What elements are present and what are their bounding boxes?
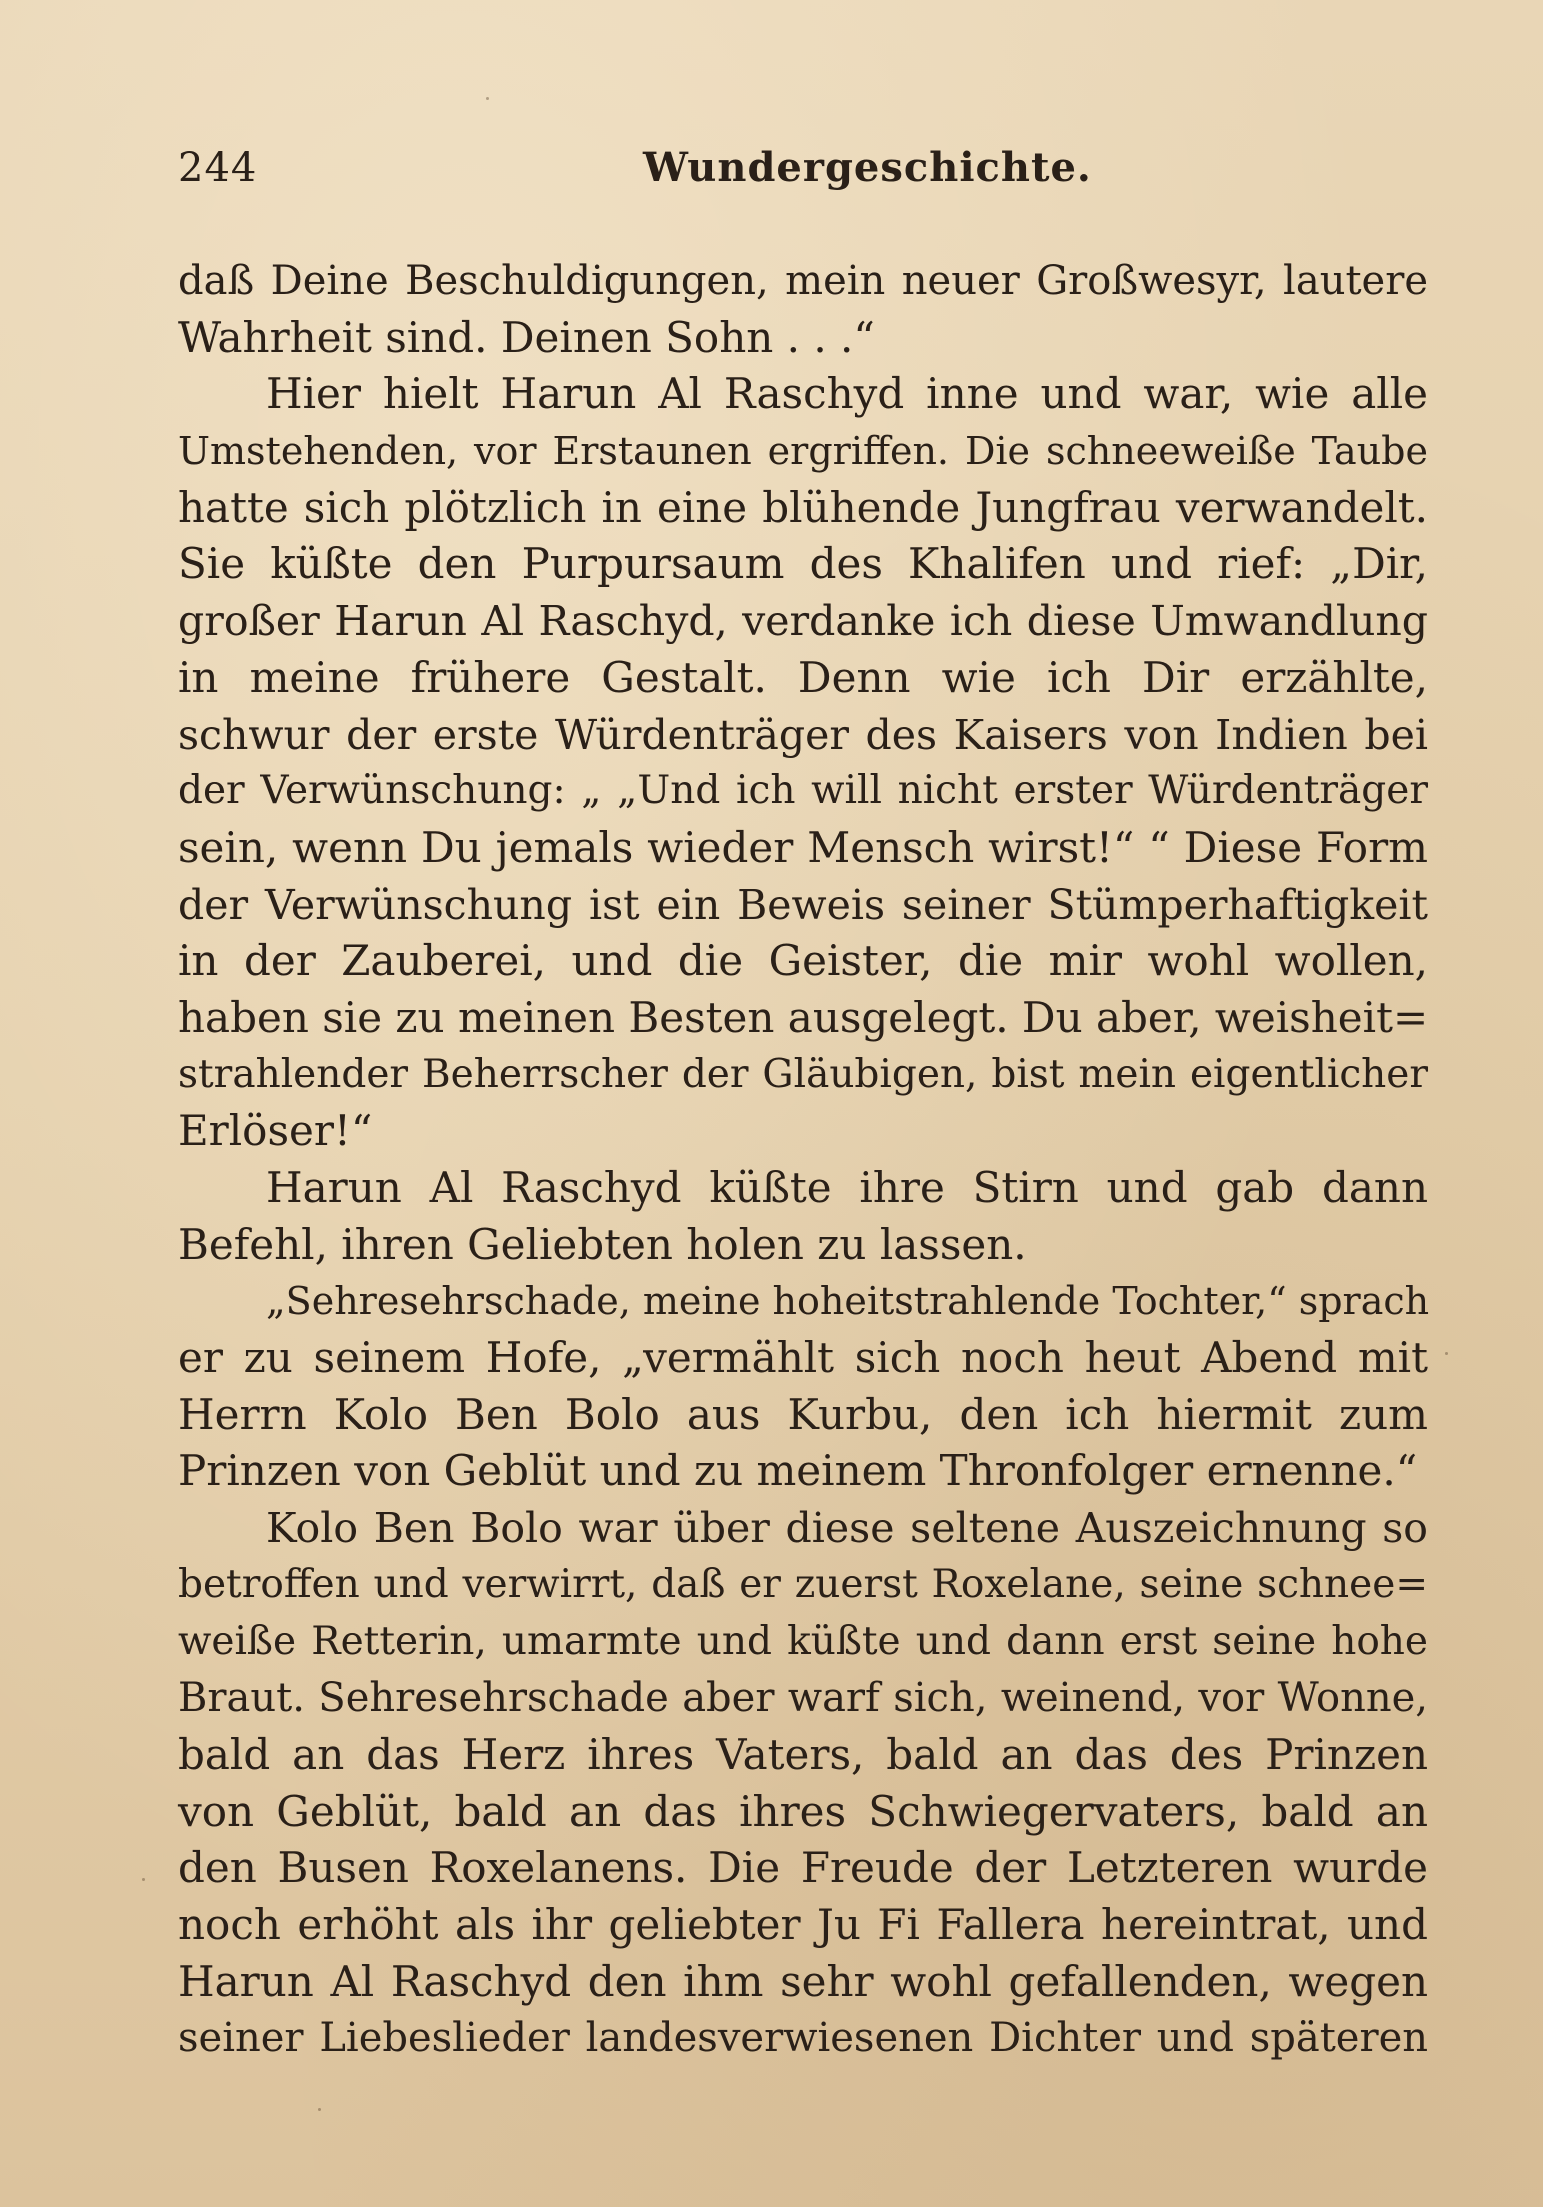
text-line: noch erhöht als ihr geliebter Ju Fi Fallera hereintrat, und xyxy=(178,1899,1428,1949)
text-line: hatte sich plötzlich in eine blühende Jungfrau verwandelt. xyxy=(178,482,1428,532)
text-line: „Sehresehrschade, meine hoheitstrahlende Tochter,“ sprach xyxy=(266,1279,1430,1324)
text-line: Hier hielt Harun Al Raschyd inne und war, wie alle xyxy=(266,369,1428,419)
text-line: Harun Al Raschyd den ihm sehr wohl gefallenden, wegen xyxy=(178,1956,1428,2006)
text-line: Umstehenden, vor Erstaunen ergriffen. Die schneeweiße Taube xyxy=(178,429,1428,474)
paper-speck xyxy=(142,1878,145,1881)
paper-speck xyxy=(1052,168,1055,171)
running-head: Wundergeschichte. xyxy=(643,144,1092,191)
text-line: in der Zauberei, und die Geister, die mir wohl wollen, xyxy=(178,936,1428,986)
text-line: strahlender Beherrscher der Gläubigen, bist mein eigentlicher xyxy=(178,1051,1428,1097)
text-line: weiße Retterin, umarmte und küßte und dann erst seine hohe xyxy=(178,1618,1428,1664)
text-line: von Geblüt, bald an das ihres Schwiegervaters, bald an xyxy=(178,1786,1428,1836)
text-line: sein, wenn Du jemals wieder Mensch wirst!“ “ Diese Form xyxy=(178,822,1428,872)
text-line: Wahrheit sind. Deinen Sohn . . .“ xyxy=(178,312,875,362)
text-line: Kolo Ben Bolo war über diese seltene Auszeichnung so xyxy=(266,1504,1428,1553)
page-number: 244 xyxy=(178,145,258,191)
text-line: daß Deine Beschuldigungen, mein neuer Großwesyr, lautere xyxy=(178,258,1428,304)
text-line: der Verwünschung: „ „Und ich will nicht erster Würdenträger xyxy=(178,768,1428,814)
text-line: Harun Al Raschyd küßte ihre Stirn und gab dann xyxy=(266,1163,1428,1212)
text-line: Erlöser!“ xyxy=(178,1106,373,1156)
text-line: Befehl, ihren Geliebten holen zu lassen. xyxy=(178,1219,1027,1269)
text-line: Herrn Kolo Ben Bolo aus Kurbu, den ich hiermit zum xyxy=(178,1389,1428,1439)
text-line: in meine frühere Gestalt. Denn wie ich Dir erzählte, xyxy=(178,652,1428,702)
text-line: Prinzen von Geblüt und zu meinem Thronfolger ernenne.“ xyxy=(178,1446,1418,1496)
text-line: seiner Liebeslieder landesverwiesenen Dichter und späteren xyxy=(178,2015,1428,2062)
body-text xyxy=(178,253,1428,2067)
text-line: den Busen Roxelanens. Die Freude der Letzteren wurde xyxy=(178,1843,1428,1893)
paper-speck xyxy=(486,97,489,100)
paper-speck xyxy=(318,2108,321,2111)
text-line: bald an das Herz ihres Vaters, bald an das des Prinzen xyxy=(178,1729,1428,1779)
text-line: Braut. Sehresehrschade aber warf sich, weinend, vor Wonne, xyxy=(178,1675,1428,1722)
text-line: betroffen und verwirrt, daß er zuerst Roxelane, seine schnee= xyxy=(178,1561,1428,1607)
text-line: schwur der erste Würdenträger des Kaisers von Indien bei xyxy=(178,710,1428,759)
paper-speck xyxy=(1445,1352,1448,1355)
text-line: der Verwünschung ist ein Beweis seiner Stümperhaftigkeit xyxy=(178,880,1428,929)
page-header xyxy=(178,138,1418,198)
text-line: er zu seinem Hofe, „vermählt sich noch heut Abend mit xyxy=(178,1333,1428,1383)
text-line: haben sie zu meinen Besten ausgelegt. Du aber, weisheit= xyxy=(178,992,1429,1042)
text-line: Sie küßte den Purpursaum des Khalifen und rief: „Dir, xyxy=(178,539,1428,589)
text-line: großer Harun Al Raschyd, verdanke ich diese Umwandlung xyxy=(178,597,1428,646)
